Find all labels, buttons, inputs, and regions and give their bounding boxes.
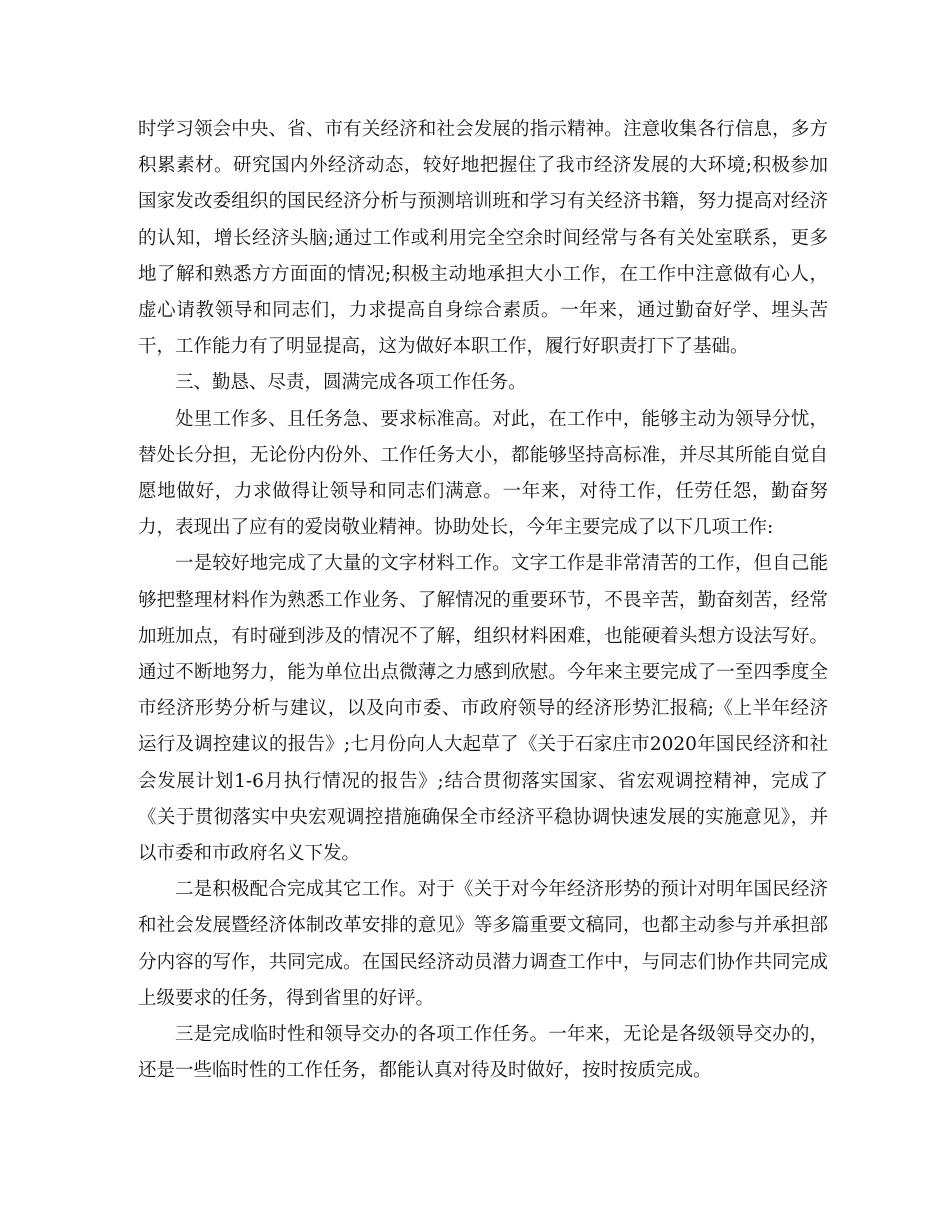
paragraph-item-one-writing: 一是较好地完成了大量的文字材料工作。文字工作是非常清苦的工作，但自己能够把整理材料作为熟悉工作业务、了解情况的重要环节，不畏辛苦，勤奋刻苦，经常加班加点，有时碰到涉及的情况不了解，组织材料困难，也能硬着头想方设法写好。通过不断地努力，能为单位出点微薄之力感到欣慰。今年来主要完成了一至四季度全市经济形势分析与建议，以及向市委、市政府领导的经济形势汇报稿;《上半年经济运行及调控建议的报告》;七月份向人大起草了《关于石家庄市2020年国民经济和社会发展计划1-6月执行情况的报告》;结合贯彻落实国家、省宏观调控精神，完成了《关于贯彻落实中央宏观调控措施确保全市经济平稳协调快速发展的实施意见》，并以市委和市政府名义下发。	[138, 553, 828, 865]
paragraph-work-overview: 处里工作多、且任务急、要求标准高。对此，在工作中，能够主动为领导分忧，替处长分担，无论份内份外、工作任务大小，都能够坚持高标准，并尽其所能自觉自愿地做好，力求做得让领导和同志们满意。一年来，对待工作，任劳任怨，勤奋努力，表现出了应有的爱岗敬业精神。协助处长，今年主要完成了以下几项工作:	[138, 408, 828, 539]
paragraph-study-continuation: 时学习领会中央、省、市有关经济和社会发展的指示精神。注意收集各行信息，多方积累素材。研究国内外经济动态，较好地把握住了我市经济发展的大环境;积极参加国家发改委组织的国民经济分析与预测培训班和学习有关经济书籍，努力提高对经济的认知，增长经济头脑;通过工作或利用完全空余时间经常与各有关处室联系，更多地了解和熟悉方方面面的情况;积极主动地承担大小工作，在工作中注意做有心人，虚心请教领导和同志们，力求提高自身综合素质。一年来，通过勤奋好学、埋头苦干，工作能力有了明显提高，这为做好本职工作，履行好职责打下了基础。	[138, 119, 828, 358]
paragraph-section-three-heading: 三、勤恳、尽责，圆满完成各项工作任务。	[175, 372, 527, 394]
paragraph-item-three-temporary-tasks: 三是完成临时性和领导交办的各项工作任务。一年来，无论是各级领导交办的，还是一些临时性的工作任务，都能认真对待及时做好，按时按质完成。	[138, 1024, 828, 1082]
document-body	[138, 112, 828, 1089]
paragraph-item-two-cooperation: 二是积极配合完成其它工作。对于《关于对今年经济形势的预计对明年国民经济和社会发展暨经济体制改革安排的意见》等多篇重要文稿同，也都主动参与并承担部分内容的写作，共同完成。在国民经济动员潜力调查工作中，与同志们协作共同完成上级要求的任务，得到省里的好评。	[138, 879, 828, 1009]
